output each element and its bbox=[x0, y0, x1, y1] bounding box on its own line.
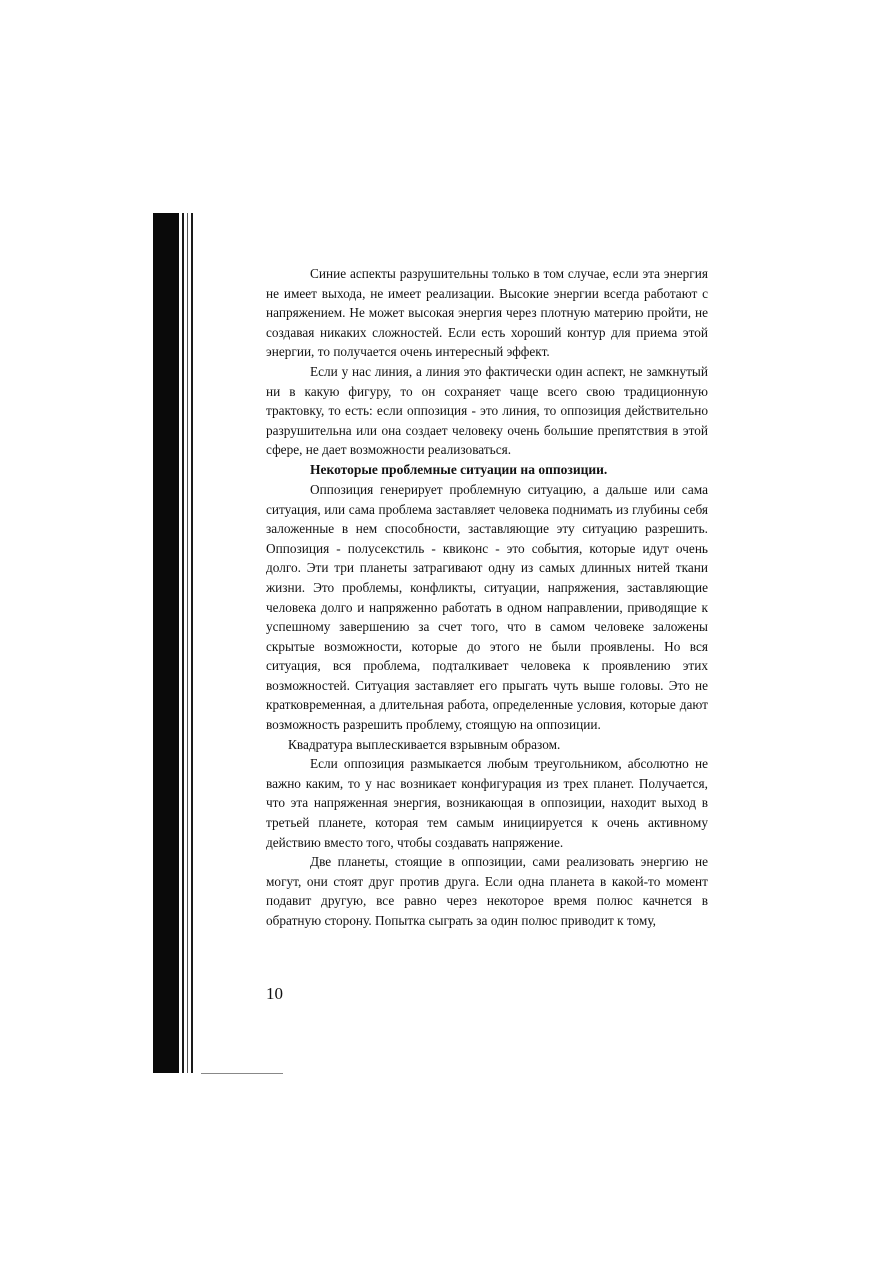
page-body bbox=[266, 264, 708, 931]
spine-edge-line bbox=[187, 213, 188, 1073]
paragraph: Синие аспекты разрушительны только в том случае, если эта энергия не имеет выхода, не имеет реализации. Высокие энергии всегда работают с напряжением. Не может высокая энергия через плотную материю пройти, не создавая никаких сложностей. Если есть хороший контур для приема этой энергии, то получается очень интересный эффект. bbox=[266, 266, 708, 360]
spine-edge-line bbox=[191, 213, 193, 1073]
paragraph: Если оппозиция размыкается любым треугольником, абсолютно не важно каким, то у нас возникает конфигурация из трех планет. Получается, что эта напряженная энергия, возникающая в оппозиции, находит выход в третьей планете, которая тем самым инициируется к очень активному действию вместо того, чтобы создавать напряжение. bbox=[266, 756, 708, 850]
section-heading: Некоторые проблемные ситуации на оппозиции. bbox=[310, 461, 608, 477]
paragraph: Две планеты, стоящие в оппозиции, сами реализовать энергию не могут, они стоят друг против друга. Если одна планета в какой-то момент подавит другую, все равно через некоторое время полюс качнется в обратную сторону. Попытка сыграть за один полюс приводит к тому, bbox=[266, 854, 708, 928]
paragraph: Оппозиция генерирует проблемную ситуацию, а дальше или сама ситуация, или сама проблема заставляет человека поднимать из глубины себя заложенные в нем способности, заставляющие эту ситуацию разрешить. Оппозиция - полусекстиль - квиконс - это события, которые идут очень долго. Эти три планеты затрагивают одну из самых длинных нитей ткани жизни. Это проблемы, конфликты, ситуации, напряжения, заставляющие человека долго и напряженно работать в одном направлении, приводящие к успешному завершению за счет того, что в самом человеке заложены скрытые возможности, которые до этого не были проявлены. Но вся ситуация, вся проблема, подталкивает человека к проявлению этих возможностей. Ситуация заставляет его прыгать чуть выше головы. Это не кратковременная, а длительная работа, определенные условия, которые дают возможность разрешить проблему, стоящую на оппозиции. bbox=[266, 481, 708, 733]
page-number: 10 bbox=[266, 984, 283, 1003]
spine-edge-line bbox=[182, 213, 184, 1073]
paragraph: Если у нас линия, а линия это фактически один аспект, не замкнутый ни в какую фигуру, то он сохраняет чаще всего свою традиционную трактовку, то есть: если оппозиция - это линия, то оппозиция действительно разрушительна или она создает человеку очень большие препятствия в этой сфере, не дает возможности реализоваться. bbox=[266, 363, 708, 458]
paragraph: Квадратура выплескивается взрывным образом. bbox=[288, 736, 561, 752]
book-spine-shadow bbox=[153, 213, 179, 1073]
scan-edge-rule bbox=[201, 1073, 283, 1074]
